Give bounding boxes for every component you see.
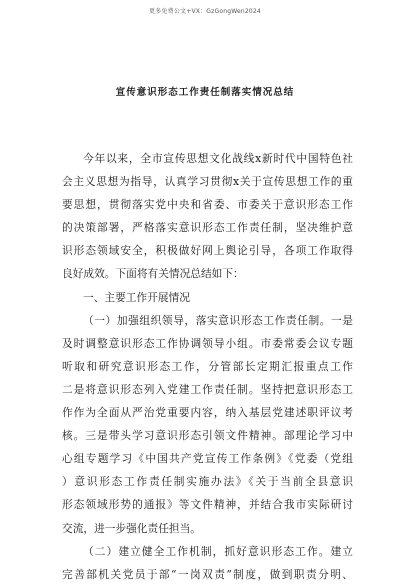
paragraph-line: 作作为全面从严治党重要内容，纳入基层党建述职评议考 [62, 406, 353, 420]
paragraph-line: 要思想，贯彻落实党中央和省委、市委关于意识形态工作 [62, 198, 353, 212]
paragraph-line: 心组专题学习《中国共产党宣传工作条例》《党委（党组 [62, 452, 353, 466]
paragraph-line: ）意识形态工作责任制实施办法》《关于当前全县意识 [62, 475, 353, 489]
paragraph-line: 的决策部署，严格落实意识形态工作责任制，坚决维护意 [62, 221, 353, 235]
paragraph-line: 核。三是带头学习意识形态引领文件精神。部理论学习中 [62, 429, 353, 443]
paragraph-line: 交流，进一步强化责任担当。 [62, 521, 201, 535]
paragraph-line: （二）建立健全工作机制，抓好意识形态工作。建立 [83, 544, 353, 558]
paragraph-line: 完善部机关党员于部“一岗双责”制度，做到职责分明、 [62, 567, 353, 581]
paragraph-line: 识形态领域安全，积极做好网上舆论引导，各项工作取得 [62, 244, 353, 258]
paragraph-line: 良好成效。下面将有关情况总结如下： [62, 267, 244, 281]
document-title: 宣传意识形态工作责任制落实情况总结 [115, 87, 295, 98]
section-heading: 一、主要工作开展情况 [83, 290, 190, 304]
paragraph-line: （一）加强组织领导，落实意识形态工作责任制。一是 [83, 313, 353, 327]
paragraph-line: 形态领域形势的通报》等文件精神，并结合我市实际研讨 [62, 498, 353, 512]
paragraph-line: 今年以来，全市宣传思想文化战线x新时代中国特色社 [83, 152, 353, 165]
paragraph-line: 及时调整意识形态工作协调领导小组。市委常委会议专题 [62, 336, 353, 350]
header-note: 更多免费公文+VX：GzGongWen2024 [149, 8, 261, 15]
paragraph-line: 听取和研究意识形态工作，分管部长定期汇报重点工作 [62, 359, 353, 373]
paragraph-line: 会主义思想为指导，认真学习贯彻x关于宣传思想工作的重 [62, 175, 353, 189]
paragraph-line: 二是将意识形态列入党建工作责任制。坚持把意识形态工 [62, 382, 353, 396]
document-body [62, 147, 353, 586]
